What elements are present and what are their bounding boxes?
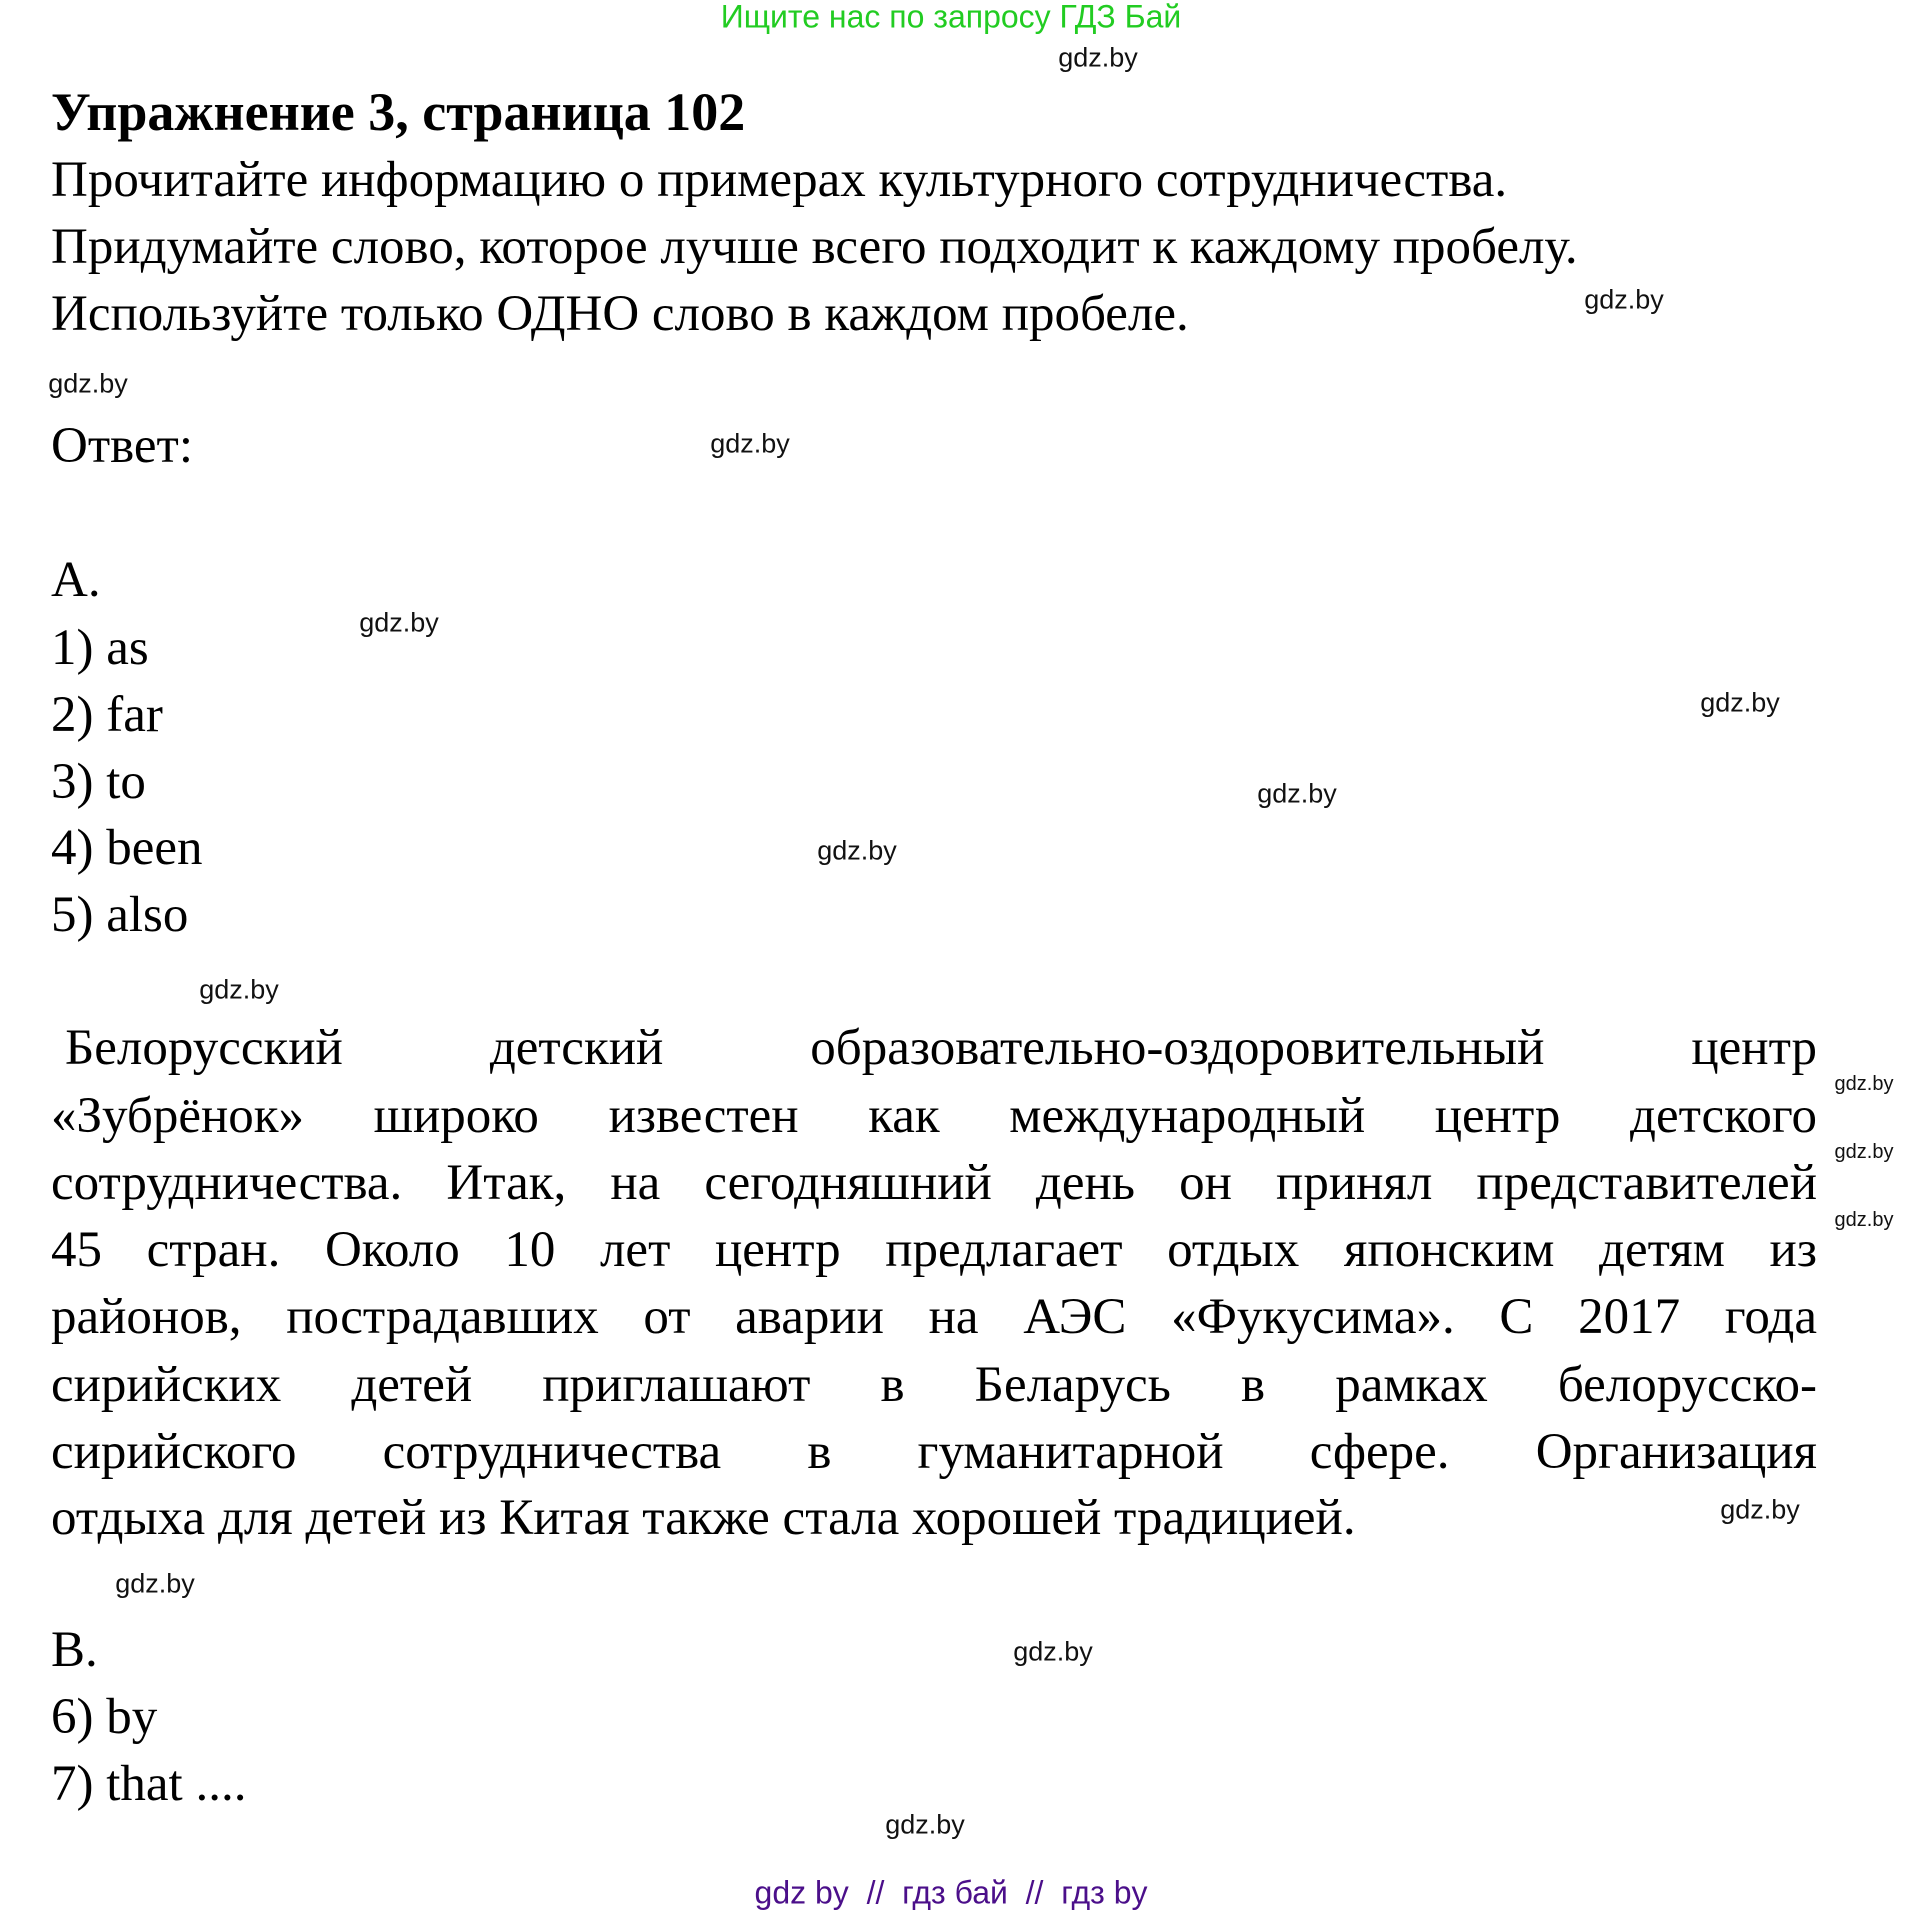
answer-item: 5) also: [51, 887, 189, 943]
paragraph-line: сотрудничества. Итак, на сегодняшний день он принял представителей: [51, 1155, 1817, 1211]
answer-item: 2) far: [51, 687, 163, 743]
search-banner: Ищите нас по запросу ГДЗ Бай: [720, 0, 1182, 35]
answer-label: Ответ:: [51, 418, 193, 474]
watermark: gdz.by: [885, 1809, 965, 1840]
paragraph-line: «Зубрёнок» широко известен как международный центр детского: [51, 1088, 1817, 1144]
watermark: gdz.by: [1720, 1494, 1800, 1525]
watermark: gdz.by: [48, 368, 128, 399]
instruction-line: Используйте только ОДНО слово в каждом пробеле.: [51, 286, 1189, 342]
watermark: gdz.by: [817, 835, 897, 866]
paragraph-line: 45 стран. Около 10 лет центр предлагает отдых японским детям из: [51, 1222, 1817, 1278]
watermark: gdz.by: [1058, 42, 1138, 73]
watermark: gdz.by: [1013, 1636, 1093, 1667]
paragraph-line: районов, пострадавших от аварии на АЭС «Фукусима». С 2017 года: [51, 1289, 1817, 1345]
watermark: gdz.by: [1834, 1209, 1894, 1231]
answer-item: 1) as: [51, 620, 149, 676]
section-a-label: A.: [51, 552, 101, 608]
section-b-label: B.: [51, 1622, 98, 1678]
instruction-line: Прочитайте информацию о примерах культурного сотрудничества.: [51, 152, 1508, 208]
watermark: gdz.by: [115, 1568, 195, 1599]
watermark: gdz.by: [1700, 687, 1780, 718]
watermark: gdz.by: [1834, 1073, 1894, 1095]
instruction-line: Придумайте слово, которое лучше всего подходит к каждому пробелу.: [51, 219, 1578, 275]
watermark: gdz.by: [1584, 284, 1664, 315]
watermark: gdz.by: [359, 607, 439, 638]
answer-item: 4) been: [51, 820, 203, 876]
watermark: gdz.by: [199, 974, 279, 1005]
watermark: gdz.by: [1834, 1141, 1894, 1163]
answer-item: 7) that ....: [51, 1756, 247, 1812]
page-title: Упражнение 3, страница 102: [51, 82, 746, 142]
watermark: gdz.by: [1257, 778, 1337, 809]
paragraph-line: сирийского сотрудничества в гуманитарной сфере. Организация: [51, 1424, 1817, 1480]
paragraph-line: отдыха для детей из Китая также стала хорошей традицией.: [51, 1490, 1356, 1546]
answer-item: 3) to: [51, 754, 146, 810]
answer-item: 6) by: [51, 1689, 158, 1745]
paragraph-line: сирийских детей приглашают в Беларусь в рамках белорусско-: [51, 1357, 1817, 1413]
footer-links: gdz by // гдз бай // гдз by: [754, 1874, 1148, 1911]
paragraph-line: Белорусский детский образовательно-оздоровительный центр: [65, 1020, 1817, 1076]
watermark: gdz.by: [710, 428, 790, 459]
